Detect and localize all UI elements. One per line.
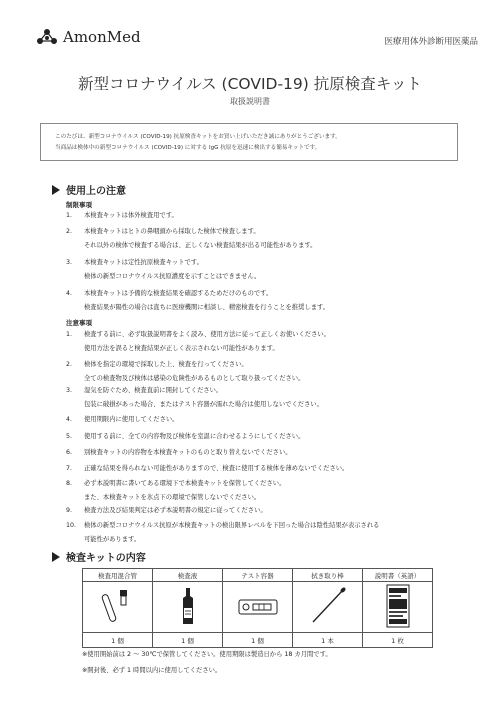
usage-section-heading: 使用上の注意 <box>52 182 126 197</box>
note-item: 8. 必ず本説明書に書いてある環境下で本検査キットを保管してください。 また、本検査キットを氷点下の環境で保管しないでください。 <box>66 480 286 501</box>
limit-item: 3. 本検査キットは定性抗原検査キットです。 検体の新型コロナウイルス抗原濃度を示すことはできません。 <box>66 259 261 280</box>
table-cell: 1 本 <box>293 633 363 648</box>
table-cell: 説明書（英語） <box>363 569 433 582</box>
table-header-row <box>83 569 433 582</box>
table-cell: 1 個 <box>83 633 153 648</box>
table-cell: 検査液 <box>153 569 223 582</box>
brand-name: AmonMed <box>63 28 141 46</box>
notes-heading: 注意事項 <box>66 319 92 327</box>
note-item: 4. 使用期限内に使用してください。 <box>66 416 179 423</box>
table-cell: 検査用混合管 <box>83 569 153 582</box>
table-cell: 1 枚 <box>363 633 433 648</box>
table-cell: 1 個 <box>223 633 293 648</box>
table-cell <box>223 582 293 633</box>
triangle-bullet-icon <box>52 552 60 562</box>
limit-item: 4. 本検査キットは予備的な検査結果を確認するためだけのものです。 検査結果が陽性の場合は直ちに医療機関に相談し、精密検査を行うことを推奨します。 <box>66 290 330 311</box>
table-cell: 拭き取り棒 <box>293 569 363 582</box>
note-item: 6. 別検査キットの内容物を本検査キットのものと取り替えないでください。 <box>66 449 292 456</box>
swab-icon <box>303 584 353 628</box>
triangle-bullet-icon <box>52 185 60 195</box>
note-item: 2. 検体を指定の環境で採取した上、検査を行ってください。 全ての検査物及び検体は感染の危険性があるものとして取り扱ってください。 <box>66 361 305 382</box>
note-item: 5. 使用する前に、全ての内容物及び検体を室温に合わせるようにしてください。 <box>66 433 305 440</box>
document-title: 新型コロナウイルス (COVID-19) 抗原検査キット <box>78 75 422 93</box>
note-item: 9. 検査方法及び結果判定は必ず本説明書の規定に従ってください。 <box>66 507 267 514</box>
kit-contents-table <box>82 568 433 648</box>
note-item: 3. 湿気を防ぐため、検査直前に開封してください。 包装に破損があった場合、またはテスト容器が濡れた場合は使用しないでください。 <box>66 387 323 408</box>
document-subtitle: 取扱説明書 <box>230 97 270 106</box>
cassette-icon <box>233 584 283 628</box>
limit-item: 1. 本検査キットは体外検査用です。 <box>66 212 178 219</box>
limit-item: 2. 本検査キットはヒトの鼻咽頭から採取した検体で検査します。 それ以外の検体で検査する場合は、正しくない検査結果が出る可能性があります。 <box>66 228 317 249</box>
note-item: 1. 検査する前に、必ず取扱説明書をよく読み、使用方法に従って正しくお使いください。 使用方法を誤ると検査結果が正しく表示されない可能性があります。 <box>66 331 330 352</box>
bottle-icon <box>168 584 208 628</box>
intro-box <box>40 123 458 161</box>
limits-heading: 制限事項 <box>66 201 92 209</box>
brand-logo <box>36 28 141 46</box>
leaflet-icon <box>378 583 418 629</box>
table-cell: 1 個 <box>153 633 223 648</box>
molecule-logo-icon <box>36 28 58 46</box>
table-quantity-row <box>83 633 433 648</box>
table-cell <box>363 582 433 633</box>
usage-footnote: ※開封後、必ず 1 時間以内に使用してください。 <box>82 667 222 674</box>
intro-line: このたびは、新型コロナウイルス (COVID-19) 抗原検査キットをお買い上げいただき誠にありがとうございます。 <box>55 134 341 140</box>
table-picture-row <box>83 582 433 633</box>
table-cell: テスト容器 <box>223 569 293 582</box>
tube-icon <box>98 584 138 628</box>
table-cell <box>153 582 223 633</box>
note-item: 10. 検体の新型コロナウイルス抗原が本検査キットの検出限界レベルを下回った場合は陰性結果が表示される 可能性があります。 <box>66 522 380 543</box>
table-cell <box>293 582 363 633</box>
product-category: 医療用体外診断用医薬品 <box>384 37 478 47</box>
note-item: 7. 正確な結果を得られない可能性がありますので、検査に使用する検体を薄めないでください。 <box>66 465 349 472</box>
intro-line: 当商品は検体中の新型コロナウイルス (COVID-19) に対する IgG 抗原を迅速に検出する簡易キットです。 <box>55 144 321 151</box>
table-cell <box>83 582 153 633</box>
storage-footnote: ※使用開始前は 2 ～ 30℃で保管してください。使用期限は製造日から 18 カ月間です。 <box>82 651 332 658</box>
contents-section-heading: 検査キットの内容 <box>52 549 146 564</box>
